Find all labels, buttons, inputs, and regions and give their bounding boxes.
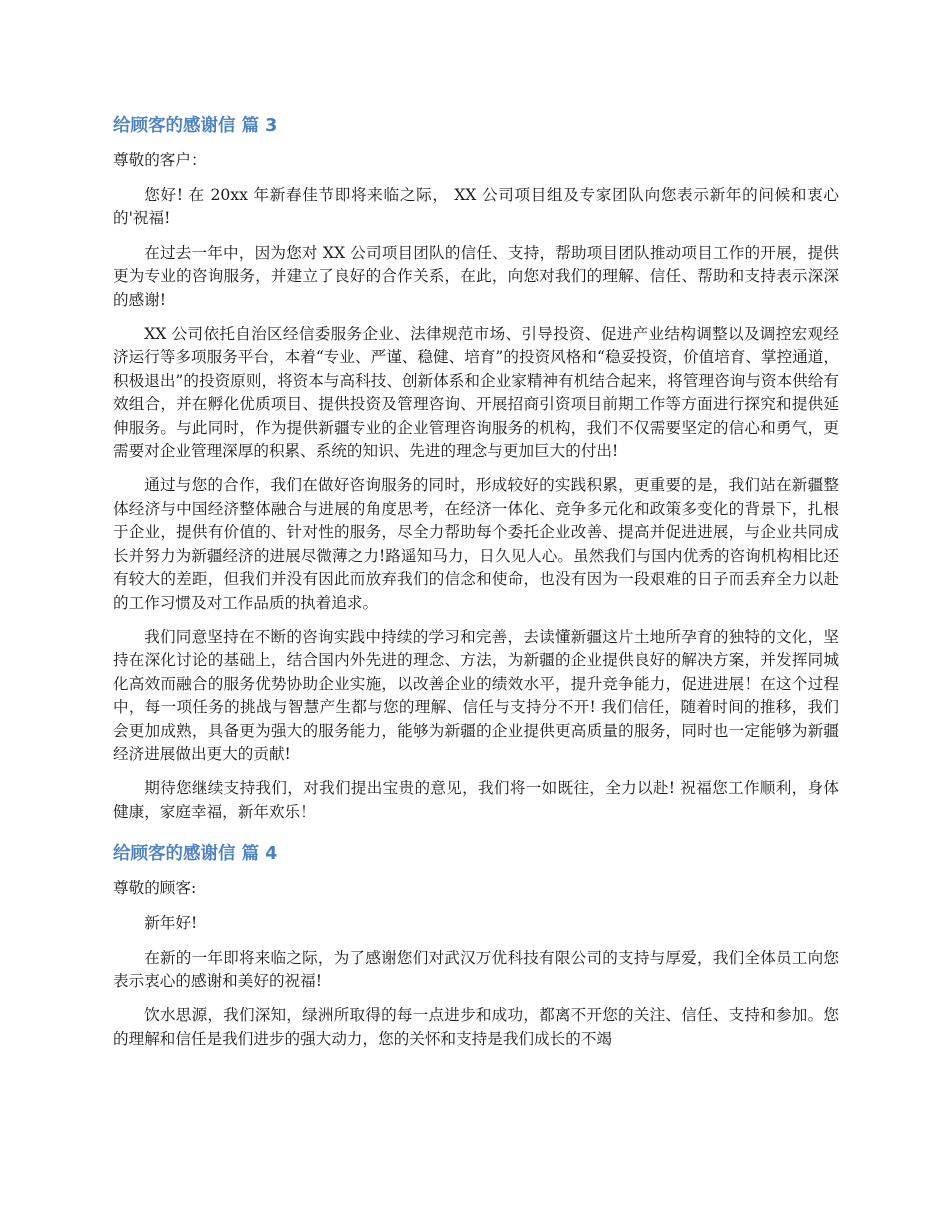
section-3-paragraph: 期待您继续支持我们，对我们提出宝贵的意见，我们将一如既往，全力以赴! 祝福您工作顺利，身体健康，家庭幸福，新年欢乐！ xyxy=(113,779,839,821)
section-3-paragraph: 在过去一年中，因为您对 XX 公司项目团队的信任、支持，帮助项目团队推动项目工作的开展，提供更为专业的咨询服务，并建立了良好的合作关系，在此，向您对我们的理解、信任、帮助和支持表示深深的感谢! xyxy=(113,243,839,309)
section-3-paragraph: 您好! 在 20xx 年新春佳节即将来临之际， XX 公司项目组及专家团队向您表示新年的问候和衷心的'祝福! xyxy=(113,186,839,228)
section-4-paragraph: 饮水思源，我们深知，绿洲所取得的每一点进步和成功，都离不开您的关注、信任、支持和参加。您的理解和信任是我们进步的强大动力，您的关怀和支持是我们成长的不竭 xyxy=(113,1006,839,1048)
section-4-salutation: 尊敬的顾客: xyxy=(113,879,197,898)
section-3-paragraph: XX 公司依托自治区经信委服务企业、法律规范市场、引导投资、促进产业结构调整以及调控宏观经济运行等多项服务平台，本着“专业、严谨、稳健、培育”的投资风格和“稳妥投资，价值培育、掌控通道，积极退出”的投资原则，将资本与高科技、创新体系和企业家精神有机结合起来，将管理咨询与资本供给有效组合，并在孵化优质项目、提供投资及管理咨询、开展招商引资项目前期工作等方面进行探究和提供延伸服务。与此同时，作为提供新疆专业的企业管理咨询服务的机构，我们不仅需要坚定的信心和勇气，更需要对企业管理深厚的积累、系统的知识、先进的理念与更加巨大的付出! xyxy=(113,325,839,461)
section-3-paragraph: 通过与您的合作，我们在做好咨询服务的同时，形成较好的实践积累，更重要的是，我们站在新疆整体经济与中国经济整体融合与进展的角度思考，在经济一体化、竞争多元化和政策多变化的背景下，扎根于企业，提供有价值的、针对性的服务，尽全力帮助每个委托企业改善、提高并促进进展，与企业共同成长并努力为新疆经济的进展尽微薄之力!路遥知马力，日久见人心。虽然我们与国内优秀的咨询机构相比还有较大的差距，但我们并没有因此而放弃我们的信念和使命，也没有因为一段艰难的日子而丢弃全力以赴的工作习惯及对工作品质的执着追求。 xyxy=(113,476,839,612)
section-4-heading: 给顾客的感谢信 篇 4 xyxy=(113,844,278,865)
section-3-paragraph: 我们同意坚持在不断的咨询实践中持续的学习和完善，去读懂新疆这片土地所孕育的独特的文化，坚持在深化讨论的基础上，结合国内外先进的理念、方法，为新疆的企业提供良好的解决方案，并发挥同城化高效而融合的服务优势协助企业实施，以改善企业的绩效水平，提升竞争能力，促进进展！在这个过程中，每一项任务的挑战与智慧产生都与您的理解、信任与支持分不开! 我们信任，随着时间的推移，我们会更加成熟，具备更为强大的服务能力，能够为新疆的企业提供更高质量的服务，同时也一定能够为新疆经济进展做出更大的贡献! xyxy=(113,627,839,763)
section-4-paragraph: 在新的一年即将来临之际，为了感谢您们对武汉万优科技有限公司的支持与厚爱，我们全体员工向您表示衷心的感谢和美好的祝福! xyxy=(113,948,839,990)
document-page xyxy=(113,113,839,1051)
section-3-heading: 给顾客的感谢信 篇 3 xyxy=(113,116,278,136)
section-3-salutation: 尊敬的客户： xyxy=(113,151,207,169)
section-4-paragraph: 新年好! xyxy=(144,914,198,933)
